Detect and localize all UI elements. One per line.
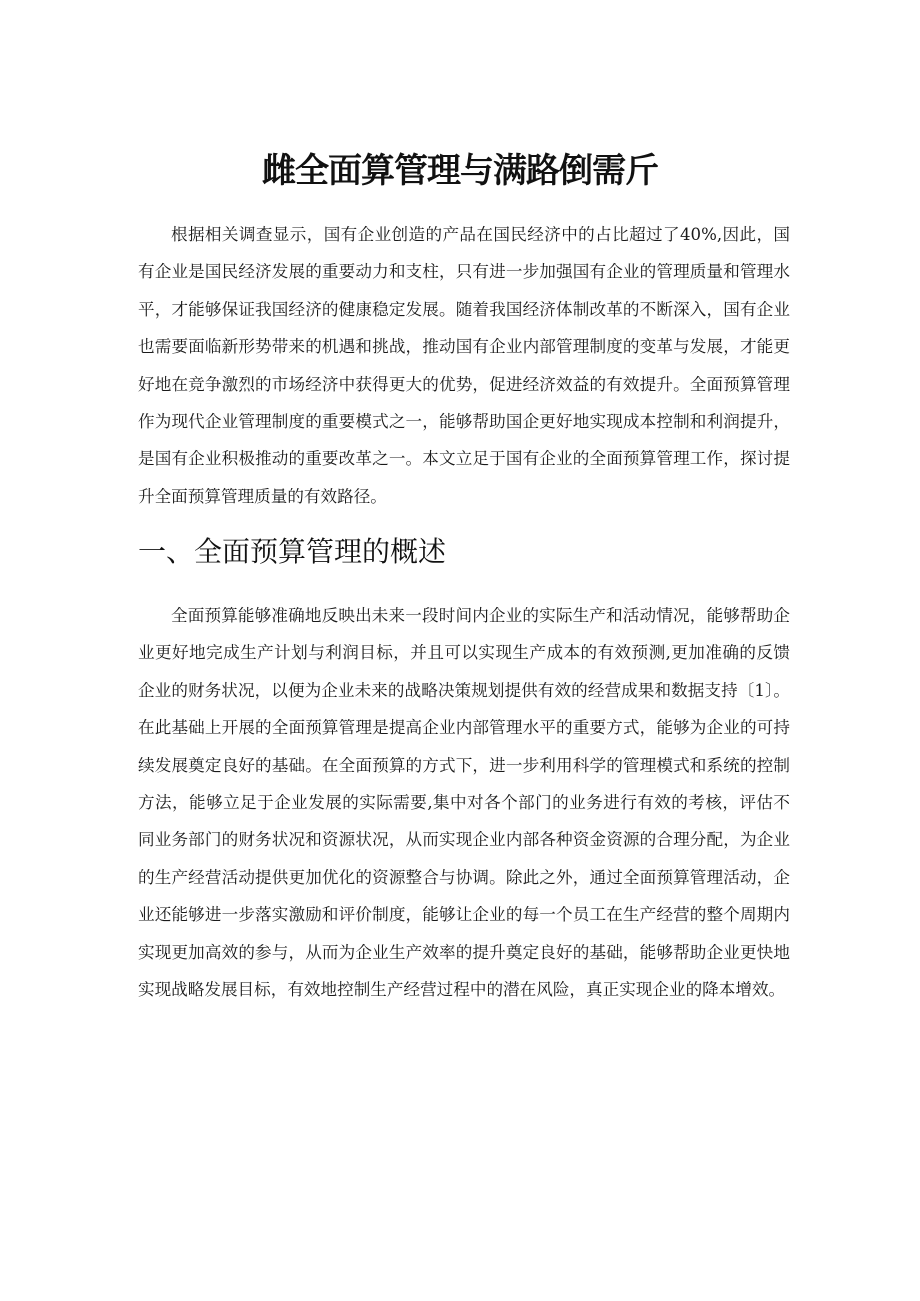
intro-paragraph: 根据相关调查显示，国有企业创造的产品在国民经济中的占比超过了40%,因此，国有企业是国民经济发展的重要动力和支柱，只有进一步加强国有企业的管理质量和管理水平，才能够保证我国经济的健康稳定发展。随着我国经济体制改革的不断深入，国有企业也需要面临新形势带来的机遇和挑战，推动国有企业内部管理制度的变革与发展，才能更好地在竞争激烈的市场经济中获得更大的优势，促进经济效益的有效提升。全面预算管理作为现代企业管理制度的重要模式之一，能够帮助国企更好地实现成本控制和利润提升，是国有企业积极推动的重要改革之一。本文立足于国有企业的全面预算管理工作，探讨提升全面预算管理质量的有效路径。	[138, 225, 790, 506]
document-title: 雌全面算管理与满路倒需斤	[262, 151, 658, 191]
section-paragraph: 全面预算能够准确地反映出未来一段时间内企业的实际生产和活动情况，能够帮助企业更好地完成生产计划与利润目标，并且可以实现生产成本的有效预测,更加准确的反馈企业的财务状况，以便为企业未来的战略决策规划提供有效的经营成果和数据支持〔1〕。在此基础上开展的全面预算管理是提高企业内部管理水平的重要方式，能够为企业的可持续发展奠定良好的基础。在全面预算的方式下，进一步利用科学的管理模式和系统的控制方法，能够立足于企业发展的实际需要,集中对各个部门的业务进行有效的考核，评估不同业务部门的财务状况和资源状况，从而实现企业内部各种资金资源的合理分配，为企业的生产经营活动提供更加优化的资源整合与协调。除此之外，通过全面预算管理活动，企业还能够进一步落实激励和评价制度，能够让企业的每一个员工在生产经营的整个周期内实现更加高效的参与，从而为企业生产效率的提升奠定良好的基础，能够帮助企业更快地实现战略发展目标，有效地控制生产经营过程中的潜在风险，真正实现企业的降本增效。	[138, 606, 790, 1000]
section-heading: 一、全面预算管理的概述	[138, 535, 447, 568]
